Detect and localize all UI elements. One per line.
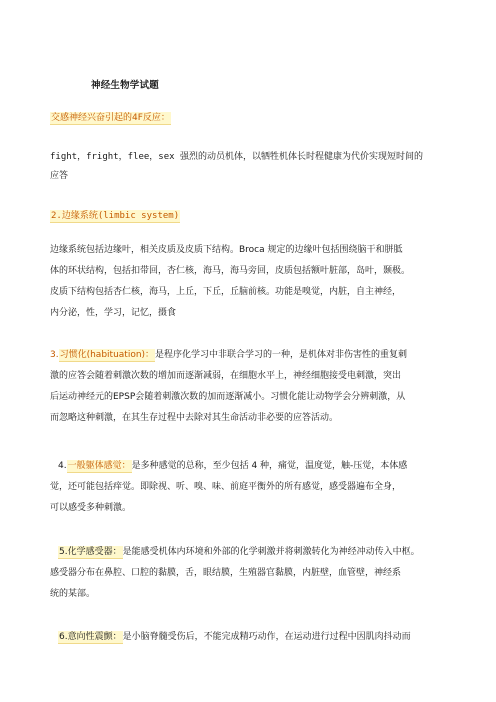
section-5-line-1: [58, 546, 420, 558]
section-2-line-2: 体的环状结构，包括扣带回，杏仁核，海马，海马旁回，皮质包括额叶脏部，岛叶，颞极。: [50, 266, 411, 276]
section-4-term: 一般躯体感觉：: [67, 461, 131, 471]
section-3-number: 3.: [50, 350, 59, 360]
section-3-line-3: 后运动神经元的EPSP会随着刺激次数的加而逐渐减小。习惯化能让动物学会分辨刺激，从: [50, 392, 406, 402]
section-5-line-1-rest: 是能感受机体内环境和外部的化学刺激并将刺激转化为神经冲动传入中枢。: [122, 547, 420, 557]
section-2-line-4: 内分泌，性，学习，记忆，摄食: [50, 308, 177, 318]
section-2-line-1: 边缘系统包括边缘叶，相关皮质及皮质下结构。Broca 规定的边缘叶包括围绕脑干和胼胝: [50, 245, 403, 255]
section-4-line-1: [58, 460, 407, 472]
section-3-line-1-rest: 是程序化学习中非联合学习的一种，是机体对非伤害性的重复刺: [155, 350, 408, 360]
section-3-line-4: 而忽略这种刺激，在其生存过程中去除对其生命活动非必要的应答活动。: [50, 413, 339, 423]
section-5-line-3: 统的某部。: [50, 589, 96, 599]
section-3-term: 习惯化(habituation)：: [59, 350, 155, 360]
section-1-line-1: fight，fright，flee，sex 强烈的动员机体，以牺牲机体长时程健康为代价实现短时间的: [50, 152, 423, 162]
section-5-line-2: 感受器分布在鼻腔、口腔的黏膜，舌，眼结膜，生殖器官黏膜，内脏壁，血管壁，神经系: [50, 568, 402, 578]
section-1-heading-text: 交感神经兴奋引起的4F反应：: [51, 113, 170, 123]
section-3-line-2: 激的应答会随着刺激次数的增加而逐渐减弱，在细胞水平上，神经细胞接受电刺激，突出: [50, 371, 402, 381]
section-5-term: 5.化学感受器：: [59, 547, 122, 557]
section-2-heading-text: 2.边缘系统(limbic system): [51, 211, 180, 221]
section-4-line-3: 可以感受多种刺激。: [50, 503, 132, 513]
section-1-line-2: 应答: [50, 171, 69, 181]
section-6-line-1: [58, 631, 411, 643]
section-2-line-3: 皮质下结构包括杏仁核，海马，上丘，下丘，丘脑前核。功能是嗅觉，内脏，自主神经，: [50, 287, 402, 297]
section-6-line-1-rest: 是小脑脊髓受伤后，不能完成精巧动作，在运动进行过程中因肌肉抖动而: [122, 632, 411, 642]
section-6-term: 6.意向性震颤：: [59, 632, 122, 642]
document-title: 神经生物学试题: [91, 80, 159, 91]
section-4-line-2: 觉，还可能包括痒觉。即除视、听、嗅、味、前庭平衡外的所有感觉，感受器遍布全身，: [50, 482, 402, 492]
section-1-heading: [50, 112, 171, 124]
section-4-line-1-rest: 是多种感觉的总称，至少包括 4 种，痛觉，温度觉，触-压觉，本体感: [131, 461, 408, 471]
section-4-number: 4.: [58, 461, 67, 471]
section-2-heading: [50, 210, 180, 222]
section-3-line-1: [50, 349, 407, 361]
